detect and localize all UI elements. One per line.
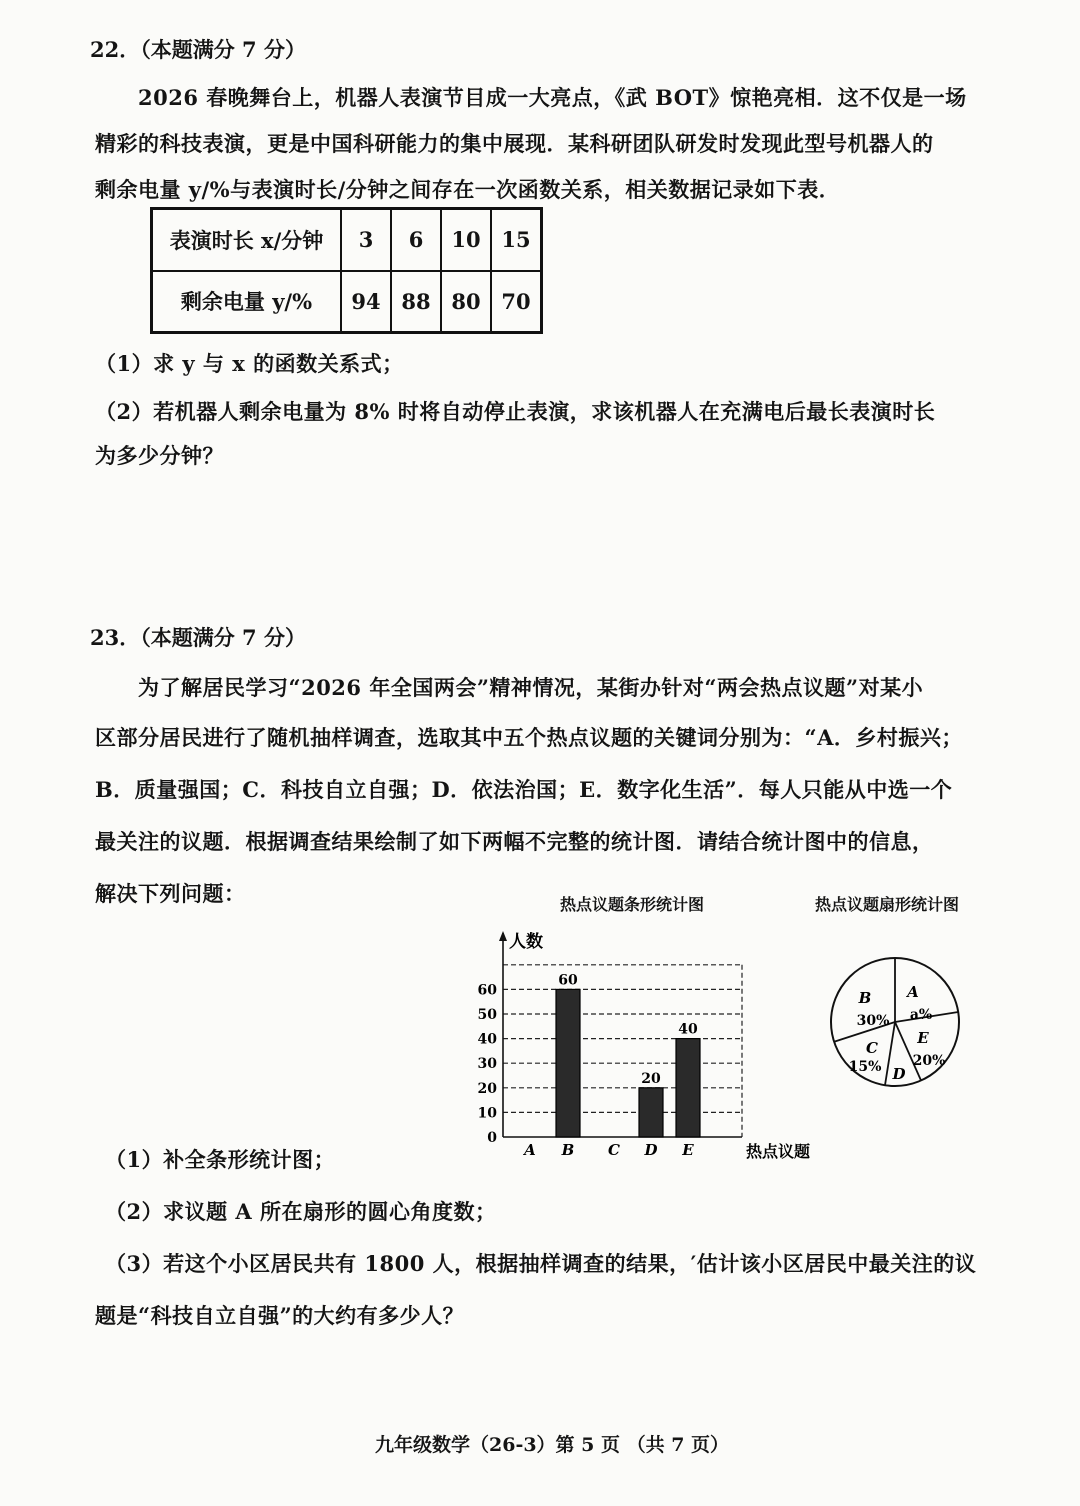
table-row-battery — [152, 271, 542, 333]
x-axis-label: 热点议题 — [746, 1142, 811, 1161]
x-tick-label: C — [608, 1141, 620, 1159]
page-footer: 九年级数学（26-3）第 5 页 （共 7 页） — [375, 1434, 730, 1456]
y-tick-label: 40 — [477, 1031, 497, 1048]
q22-sub2-line2: 为多少分钟？ — [95, 443, 224, 468]
pie-slice-label: D — [892, 1065, 906, 1083]
y-tick-label: 10 — [477, 1105, 497, 1122]
q23-intro-line5: 解决下列问题： — [95, 881, 246, 906]
q22-intro-line2: 精彩的科技表演，更是中国科研能力的集中展现．某科研团队研发时发现此型号机器人的 — [95, 131, 934, 156]
pie-slice-value: 30% — [856, 1013, 890, 1029]
q22-header: 22．（本题满分 7 分） — [90, 37, 306, 62]
table-cell: 88 — [391, 271, 441, 333]
q23-sub3-line2: 题是“科技自立自强”的大约有多少人？ — [95, 1303, 465, 1328]
table-label-duration: 表演时长 x/分钟 — [152, 209, 342, 271]
q23-intro-line3: B．质量强国；C．科技自立自强；D．依法治国；E．数字化生活”．每人只能从中选一个 — [95, 777, 953, 802]
y-tick-label: 50 — [477, 1007, 497, 1023]
pie-slice-label: E — [917, 1029, 929, 1047]
q22-intro-line1: 2026 春晚舞台上，机器人表演节目成一大亮点，《武 BOT》惊艳亮相．这不仅是一场 — [138, 85, 967, 110]
y-tick-label: 0 — [487, 1130, 497, 1146]
table-cell: 80 — [441, 271, 491, 333]
q22-sub1: （1）求 y 与 x 的函数关系式； — [95, 351, 404, 376]
pie-slice-label: B — [858, 989, 872, 1007]
q22-data-table — [150, 207, 543, 334]
y-tick-label: 20 — [477, 1080, 497, 1097]
q23-sub3-line1: （3）若这个小区居民共有 1800 人，根据抽样调查的结果，′估计该小区居民中最关注的议 — [105, 1251, 977, 1276]
bar-data-label: 60 — [558, 972, 578, 989]
y-axis-arrow — [499, 931, 507, 941]
pie-chart — [825, 955, 975, 1095]
table-cell: 10 — [441, 209, 491, 271]
x-tick-label: B — [561, 1141, 575, 1159]
table-cell: 6 — [391, 209, 441, 271]
pie-slice-value: 20% — [912, 1053, 946, 1069]
y-axis-label: 人数 — [509, 932, 543, 952]
bar-E — [676, 1039, 700, 1137]
bar-data-label: 20 — [641, 1070, 661, 1087]
bar-D — [639, 1088, 663, 1137]
table-cell: 15 — [491, 209, 542, 271]
q23-sub2: （2）求议题 A 所在扇形的圆心角度数； — [105, 1199, 497, 1224]
bar-data-label: 40 — [678, 1021, 698, 1038]
table-cell: 3 — [341, 209, 391, 271]
bar-B — [556, 989, 580, 1137]
pie-slice-value: a% — [909, 1007, 933, 1023]
y-tick-label: 60 — [477, 982, 497, 999]
y-tick-label: 30 — [477, 1056, 497, 1073]
table-cell: 94 — [341, 271, 391, 333]
q23-intro-line1: 为了解居民学习“2026 年全国两会”精神情况，某街办针对“两会热点议题”对某小 — [138, 675, 924, 700]
q23-intro-line4: 最关注的议题．根据调查结果绘制了如下两幅不完整的统计图．请结合统计图中的信息， — [95, 829, 934, 854]
pie-slice-value: 15% — [848, 1059, 882, 1075]
table-row-duration — [152, 209, 542, 271]
bar-chart — [470, 925, 830, 1165]
q23-intro-line2: 区部分居民进行了随机抽样调查，选取其中五个热点议题的关键词分别为：“A．乡村振兴； — [95, 725, 963, 750]
q22-sub2-line1: （2）若机器人剩余电量为 8% 时将自动停止表演，求该机器人在充满电后最长表演时长 — [95, 399, 936, 424]
q23-sub1: （1）补全条形统计图； — [105, 1147, 336, 1172]
x-tick-label: E — [682, 1141, 694, 1159]
x-tick-label: A — [524, 1141, 536, 1159]
pie-slice-label: C — [866, 1039, 878, 1057]
table-cell: 70 — [491, 271, 542, 333]
q23-header: 23．（本题满分 7 分） — [90, 625, 306, 650]
pie-slice-label: A — [907, 983, 919, 1001]
q22-intro-line3: 剩余电量 y/%与表演时长/分钟之间存在一次函数关系，相关数据记录如下表． — [95, 177, 841, 202]
bar-chart-title: 热点议题条形统计图 — [560, 895, 705, 914]
pie-chart-title: 热点议题扇形统计图 — [815, 895, 960, 914]
table-label-battery: 剩余电量 y/% — [152, 271, 342, 333]
x-tick-label: D — [644, 1141, 658, 1159]
